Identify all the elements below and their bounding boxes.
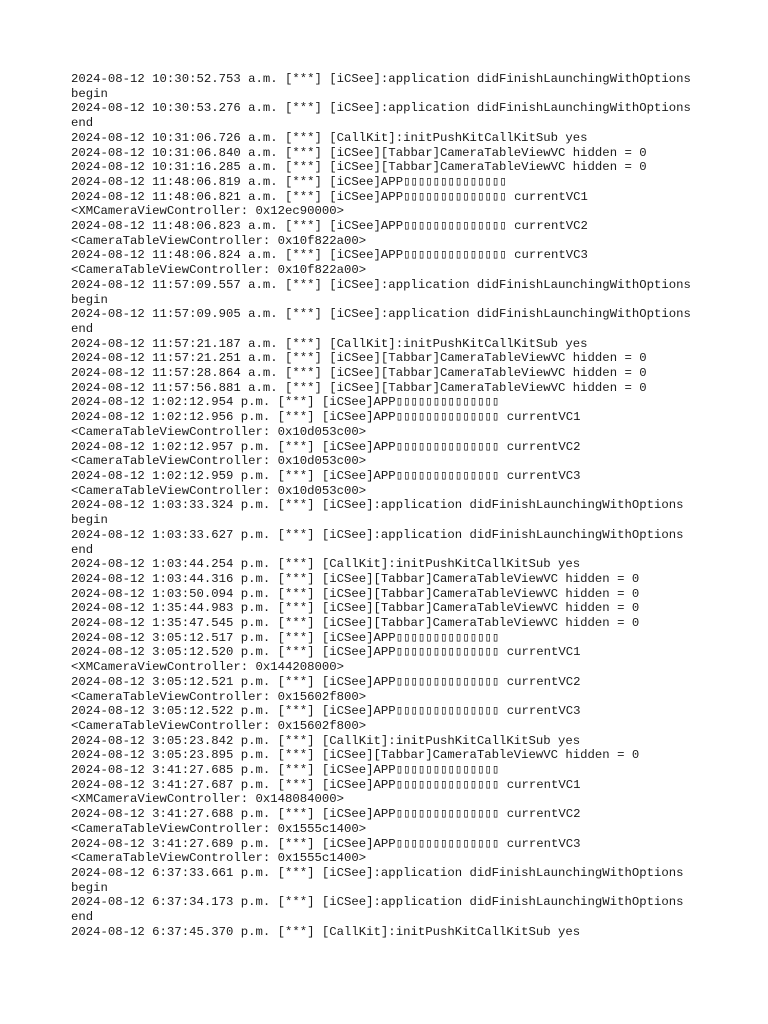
log-line: 2024-08-12 1:03:33.627 p.m. [***] [iCSee]:application didFinishLaunchingWithOptions end — [71, 527, 691, 557]
log-line: 2024-08-12 3:41:27.685 p.m. [***] [iCSee]APP▯▯▯▯▯▯▯▯▯▯▯▯▯▯ — [71, 763, 500, 778]
log-line: 2024-08-12 1:35:47.545 p.m. [***] [iCSee][Tabbar]CameraTableViewVC hidden = 0 — [71, 616, 640, 631]
log-line: 2024-08-12 1:02:12.956 p.m. [***] [iCSee]APP▯▯▯▯▯▯▯▯▯▯▯▯▯▯ currentVC1 <CameraTableViewController: 0x10d053c00> — [71, 410, 588, 439]
log-line: 2024-08-12 10:31:06.726 a.m. [***] [CallKit]:initPushKitCallKitSub yes — [71, 130, 588, 145]
log-line: 2024-08-12 1:03:33.324 p.m. [***] [iCSee]:application didFinishLaunchingWithOptions begin — [71, 498, 691, 528]
log-line: 2024-08-12 1:02:12.959 p.m. [***] [iCSee]APP▯▯▯▯▯▯▯▯▯▯▯▯▯▯ currentVC3 <CameraTableViewController: 0x10d053c00> — [71, 468, 588, 498]
log-text — [71, 72, 711, 939]
log-line: 2024-08-12 3:41:27.688 p.m. [***] [iCSee]APP▯▯▯▯▯▯▯▯▯▯▯▯▯▯ currentVC2 <CameraTableViewController: 0x1555c1400> — [71, 807, 588, 836]
log-line: 2024-08-12 1:03:44.254 p.m. [***] [CallKit]:initPushKitCallKitSub yes — [71, 557, 581, 572]
log-line: 2024-08-12 3:05:12.517 p.m. [***] [iCSee]APP▯▯▯▯▯▯▯▯▯▯▯▯▯▯ — [71, 630, 500, 645]
log-line: 2024-08-12 10:30:52.753 a.m. [***] [iCSee]:application didFinishLaunchingWithOptions begin — [71, 72, 699, 101]
log-line: 2024-08-12 11:48:06.819 a.m. [***] [iCSee]APP▯▯▯▯▯▯▯▯▯▯▯▯▯▯ — [71, 174, 507, 189]
log-line: 2024-08-12 1:03:50.094 p.m. [***] [iCSee][Tabbar]CameraTableViewVC hidden = 0 — [71, 586, 640, 601]
log-line: 2024-08-12 3:05:23.842 p.m. [***] [CallKit]:initPushKitCallKitSub yes — [71, 733, 581, 748]
log-line: 2024-08-12 6:37:34.173 p.m. [***] [iCSee]:application didFinishLaunchingWithOptions end — [71, 895, 691, 925]
log-line: 2024-08-12 3:41:27.689 p.m. [***] [iCSee]APP▯▯▯▯▯▯▯▯▯▯▯▯▯▯ currentVC3 <CameraTableViewController: 0x1555c1400> — [71, 836, 588, 866]
log-line: 2024-08-12 11:57:09.905 a.m. [***] [iCSee]:application didFinishLaunchingWithOptions end — [71, 307, 699, 336]
log-line: 2024-08-12 11:48:06.824 a.m. [***] [iCSee]APP▯▯▯▯▯▯▯▯▯▯▯▯▯▯ currentVC3 <CameraTableViewController: 0x10f822a00> — [71, 248, 596, 278]
log-line: 2024-08-12 3:05:12.520 p.m. [***] [iCSee]APP▯▯▯▯▯▯▯▯▯▯▯▯▯▯ currentVC1 <XMCameraViewController: 0x144208000> — [71, 645, 588, 675]
log-line: 2024-08-12 6:37:45.370 p.m. [***] [CallKit]:initPushKitCallKitSub yes — [71, 924, 581, 939]
log-line: 2024-08-12 3:05:23.895 p.m. [***] [iCSee][Tabbar]CameraTableViewVC hidden = 0 — [71, 748, 640, 763]
log-line: 2024-08-12 1:35:44.983 p.m. [***] [iCSee][Tabbar]CameraTableViewVC hidden = 0 — [71, 601, 640, 616]
log-line: 2024-08-12 10:31:06.840 a.m. [***] [iCSee][Tabbar]CameraTableViewVC hidden = 0 — [71, 145, 647, 160]
log-line: 2024-08-12 10:30:53.276 a.m. [***] [iCSee]:application didFinishLaunchingWithOptions end — [71, 101, 699, 131]
log-line: 2024-08-12 3:05:12.521 p.m. [***] [iCSee]APP▯▯▯▯▯▯▯▯▯▯▯▯▯▯ currentVC2 <CameraTableViewController: 0x15602f800> — [71, 674, 588, 704]
log-line: 2024-08-12 1:02:12.954 p.m. [***] [iCSee]APP▯▯▯▯▯▯▯▯▯▯▯▯▯▯ — [71, 395, 500, 410]
log-line: 2024-08-12 11:57:21.187 a.m. [***] [CallKit]:initPushKitCallKitSub yes — [71, 336, 588, 351]
log-line: 2024-08-12 1:03:44.316 p.m. [***] [iCSee][Tabbar]CameraTableViewVC hidden = 0 — [71, 571, 640, 586]
log-line: 2024-08-12 6:37:33.661 p.m. [***] [iCSee]:application didFinishLaunchingWithOptions begin — [71, 865, 691, 895]
log-line: 2024-08-12 1:02:12.957 p.m. [***] [iCSee]APP▯▯▯▯▯▯▯▯▯▯▯▯▯▯ currentVC2 <CameraTableViewController: 0x10d053c00> — [71, 439, 588, 469]
log-line: 2024-08-12 11:48:06.823 a.m. [***] [iCSee]APP▯▯▯▯▯▯▯▯▯▯▯▯▯▯ currentVC2 <CameraTableViewController: 0x10f822a00> — [71, 219, 596, 248]
log-line: 2024-08-12 3:41:27.687 p.m. [***] [iCSee]APP▯▯▯▯▯▯▯▯▯▯▯▯▯▯ currentVC1 <XMCameraViewController: 0x148084000> — [71, 777, 588, 807]
log-line: 2024-08-12 11:57:09.557 a.m. [***] [iCSee]:application didFinishLaunchingWithOptions begin — [71, 277, 699, 307]
log-line: 2024-08-12 11:48:06.821 a.m. [***] [iCSee]APP▯▯▯▯▯▯▯▯▯▯▯▯▯▯ currentVC1 <XMCameraViewController: 0x12ec90000> — [71, 189, 596, 219]
log-line: 2024-08-12 10:31:16.285 a.m. [***] [iCSee][Tabbar]CameraTableViewVC hidden = 0 — [71, 160, 647, 175]
log-line: 2024-08-12 11:57:56.881 a.m. [***] [iCSee][Tabbar]CameraTableViewVC hidden = 0 — [71, 380, 647, 395]
log-line: 2024-08-12 3:05:12.522 p.m. [***] [iCSee]APP▯▯▯▯▯▯▯▯▯▯▯▯▯▯ currentVC3 <CameraTableViewController: 0x15602f800> — [71, 704, 588, 733]
log-line: 2024-08-12 11:57:28.864 a.m. [***] [iCSee][Tabbar]CameraTableViewVC hidden = 0 — [71, 366, 647, 381]
log-line: 2024-08-12 11:57:21.251 a.m. [***] [iCSee][Tabbar]CameraTableViewVC hidden = 0 — [71, 351, 647, 366]
